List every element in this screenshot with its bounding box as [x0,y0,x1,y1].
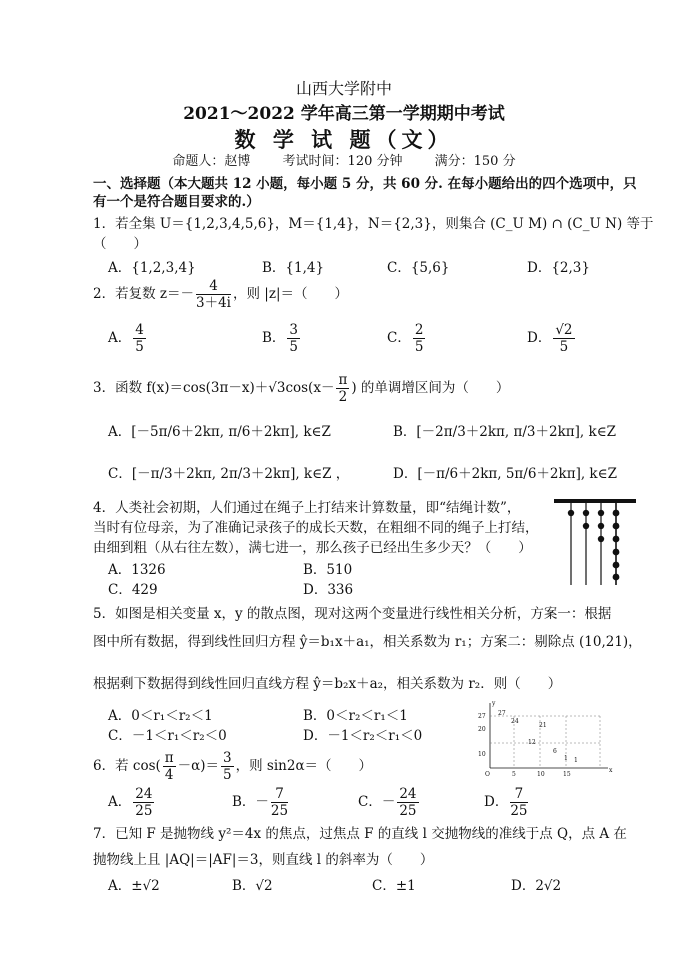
q2-stem: 2．若复数 z＝－ $\frac{4}{3+4i}$ ，则 |z|＝（ ） [93,278,349,311]
q4-option-d: D．336 [303,582,354,598]
q3-option-c: C．[－π/3＋2kπ, 2π/3＋2kπ], k∈Z ， [108,466,350,482]
q4-option-c: C．429 [108,582,158,598]
q7-stem-2: 抛物线上且 |AQ|＝|AF|＝3，则直线 l 的斜率为（ ） [93,852,434,868]
x-tick-5: 5 [512,771,516,778]
scatter-figure [476,700,612,778]
rope-bar [554,499,636,503]
q3-option-b: B．[－2π/3＋2kπ, π/3＋2kπ], k∈Z [393,424,617,440]
y-tick-20: 20 [478,726,486,733]
knots [568,510,620,581]
q4-stem-3: 由细到粗（从右往左数），满七进一，那么孩子已经出生多少天？（ ） [93,540,532,556]
q4-stem-1: 4．人类社会初期，人们通过在绳子上打结来计算数量，即“结绳计数”， [93,500,521,516]
school-name: 山西大学附中 [295,79,392,98]
q5-option-a: A．0＜r₁＜r₂＜1 [108,708,213,724]
q5-option-c: C．－1＜r₁＜r₂＜0 [108,728,227,744]
section-title-2: 有一个是符合题目要求的.） [93,194,260,210]
exam-meta [0,150,688,169]
q2-fraction: $\frac{4}{3+4i}$ [196,278,231,311]
q1-option-a: A．{1,2,3,4} [108,260,196,276]
y-tick-10: 10 [478,751,486,758]
q2-option-d: D． $\frac{√2}{5}$ [527,322,573,355]
q1-option-c: C．{5,6} [387,260,450,276]
point-label-24: 24 [511,718,519,725]
y-tick-27: 27 [478,713,486,720]
origin-label: O [485,771,490,778]
q4-option-a: A．1326 [108,562,166,578]
x-tick-10: 10 [537,771,545,778]
q6-option-b: B．－ $\frac{7}{25}$ [232,786,289,819]
exam-title: 2021～2022 学年高三第一学期期中考试 [183,104,505,124]
q2-option-a: A． $\frac{4}{5}$ [108,322,144,355]
point-label-6: 6 [553,748,557,755]
x-axis-label: x [609,767,613,774]
q3-stem: 3．函数 f(x)＝cos(3π－x)＋√3cos(x－ $\frac{\pi}{2}$ ) 的单调增区间为（ ） [93,372,510,405]
q7-option-b: B．√2 [232,878,273,894]
full-score: 满分：150 分 [434,154,516,169]
q6-option-c: C．－ $\frac{24}{25}$ [358,786,417,819]
q1-option-b: B．{1,4} [262,260,325,276]
x-tick-15: 15 [563,771,571,778]
q5-stem-1: 5．如图是相关变量 x，y 的散点图，现对这两个变量进行线性相关分析，方案一：根据 [93,606,612,622]
q2-option-b: B． $\frac{3}{5}$ [262,322,299,355]
q6-option-a: A． $\frac{24}{25}$ [108,786,153,819]
q7-option-d: D．2√2 [511,878,562,894]
q3-option-d: D．[－π/6＋2kπ, 5π/6＋2kπ], k∈Z [393,466,617,482]
q7-stem-1: 7．已知 F 是抛物线 y²＝4x 的焦点，过焦点 F 的直线 l 交抛物线的准线于点 Q，点 A 在 [93,826,627,842]
q6-stem: 6．若 cos( $\frac{\pi}{4}$ －α)＝ $\frac{3}{5}$ ，则 sin2α＝（ ） [93,750,373,783]
q6-option-d: D． $\frac{7}{25}$ [484,786,528,819]
exam-time: 考试时间：120 分钟 [282,154,403,169]
y-axis-label: y [492,700,496,707]
q1-paren: （ ） [93,236,147,252]
q4-option-b: B．510 [303,562,353,578]
point-label-1b: 1 [574,757,578,764]
q7-option-c: C．±1 [372,878,416,894]
q5-stem-2: 图中所有数据，得到线性回归方程 ŷ＝b₁x＋a₁，相关系数为 r₁；方案二：剔除点 (10,21)， [93,634,642,650]
point-label-1a: 1 [564,755,568,762]
author: 命题人：赵博 [172,154,251,169]
subject-title: 数 学 试 题（文） [234,127,454,152]
point-label-27: 27 [498,710,506,717]
q1-stem: 1．若全集 U＝{1,2,3,4,5,6}，M＝{1,4}，N＝{2,3}，则集合 (C_U M) ∩ (C_U N) 等于 [93,216,654,232]
q4-stem-2: 当时有位母亲，为了准确记录孩子的成长天数，在粗细不同的绳子上打结， [93,520,539,536]
q2-option-c: C． $\frac{2}{5}$ [387,322,424,355]
q5-option-b: B．0＜r₂＜r₁＜1 [303,708,408,724]
point-label-21: 21 [539,722,547,729]
q7-option-a: A．±√2 [108,878,160,894]
knot-rope-figure [554,499,636,589]
q5-stem-3: 根据剩下数据得到线性回归直线方程 ŷ＝b₂x＋a₂，相关系数为 r₂．则（ ） [93,676,562,692]
q5-option-d: D．－1＜r₂＜r₁＜0 [303,728,423,744]
q1-option-d: D．{2,3} [527,260,590,276]
section-title: 一、选择题（本大题共 12 小题，每小题 5 分，共 60 分. 在每小题给出的四个选项中，只 [93,176,637,192]
q3-option-a: A．[－5π/6＋2kπ, π/6＋2kπ], k∈Z [108,424,331,440]
point-label-12: 12 [528,739,536,746]
